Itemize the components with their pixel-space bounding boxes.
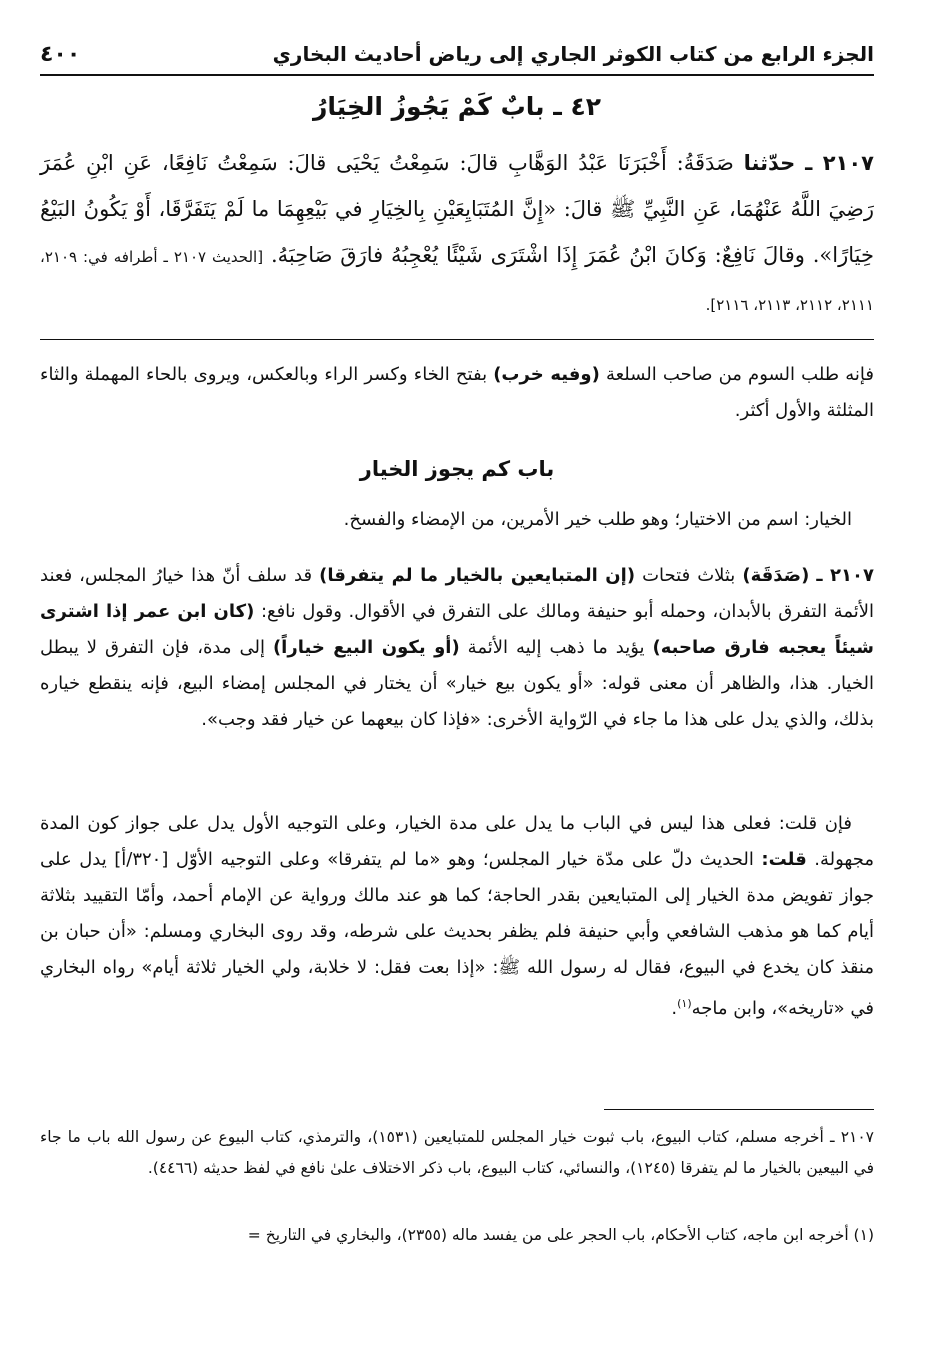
book-title: الجزء الرابع من كتاب الكوثر الجاري إلى رياض أحاديث البخاري bbox=[272, 42, 874, 66]
hadith-body: صَدَقَةُ: أَخْبَرَنَا عَبْدُ الوَهَّابِ قالَ: سَمِعْتُ يَحْيَى قالَ: سَمِعْتُ نَافِعًا، عَنِ ابْنِ عُمَرَ رَضِيَ اللَّهُ عَنْهُمَا، عَنِ النَّبِيِّ ﷺ قالَ: «إِنَّ المُتَبَايِعَيْنِ بِالخِيَارِ في بَيْعِهِمَا ما لَمْ يَتَفَرَّقَا، أَوْ يَكُونُ البَيْعُ خِيَارًا». وقالَ نَافِعٌ: وَكانَ ابْنُ عُمَرَ إِذَا اشْتَرَى شَيْئًا يُعْجِبُهُ فارَقَ صَاحِبَهُ. bbox=[40, 151, 874, 267]
hadith-number: ٢١٠٧ ـ bbox=[805, 151, 874, 175]
commentary-subheading: باب كم يجوز الخيار bbox=[359, 457, 555, 481]
page-number: ٤٠٠ bbox=[40, 41, 81, 67]
hadith-number-ref: ٢١٠٧ ـ bbox=[816, 565, 874, 586]
hadith-text-block bbox=[40, 140, 874, 328]
section-divider bbox=[40, 339, 874, 340]
commentary-paragraph-1 bbox=[40, 502, 874, 538]
quoted-phrase: (صَدَقَة) bbox=[742, 565, 810, 586]
footnote-text: (١) أخرجه ابن ماجه، كتاب الأحكام، باب الحجر على من يفسد ماله (٢٣٥٥)، والبخاري في التاريخ = bbox=[247, 1226, 874, 1244]
quoted-phrase: (كان ابن عمر إذا اشترى شيئاً يعجبه فارق صاحبه) bbox=[40, 601, 874, 658]
commentary-text: إلى مدة، فإن التفرق لا يبطل الخيار. هذا، والظاهر أن معنى قوله: «أو يكون بيع خيار» أن يختار في المجلس إمضاء البيع، فإنه ينقطع خياره بذلك، والذي يدل على هذا ما جاء في الرّواية الأخرى: «فإذا كان بيعهما عن خيار فقد وجب». bbox=[40, 637, 874, 730]
footnote-hadith bbox=[40, 1122, 874, 1184]
quoted-phrase: (وفيه خرب) bbox=[493, 364, 600, 385]
commentary-text: فإن قلت: فعلى هذا ليس في الباب ما يدل على مدة الخيار، وعلى التوجيه الأول يدل على جواز كون المدة مجهولة. bbox=[40, 813, 874, 870]
commentary-text: قد سلف أنّ هذا خيارُ المجلس، فعند الأئمة التفرق بالأبدان، وحمله أبو حنيفة ومالك على التفرق في الأقوال. وقول نافع: bbox=[40, 565, 875, 622]
commentary-text: الحديث دلّ على مدّة خيار المجلس؛ وهو «ما لم يتفرقا» وعلى التوجيه الأوّل [٣٢٠/أ] يدل على جواز تفويض مدة الخيار إلى المتبايعين بقدر الحاجة؛ كما هو عند مالك ورواية عن الإمام أحمد، وأمّا التقييد بثلاثة أيام كما هو مذهب الشافعي وأبي حنيفة فلم يظفر بحديث على شرطه، وقد روى البخاري ومسلم: «أن حبان بن منقذ كان يخدع في البيوع، فقال له رسول الله ﷺ: «إذا بعت فقل: لا خلابة، ولي الخيار ثلاثة أيام» رواه البخاري في «تاريخه»، وابن ماجه bbox=[40, 849, 874, 1019]
commentary-paragraph-3 bbox=[40, 806, 874, 1027]
chapter-title: ٤٢ ـ بابٌ كَمْ يَجُوزُ الخِيَارُ bbox=[312, 92, 602, 121]
commentary-text: . bbox=[671, 998, 678, 1019]
hadith-intro: حدّثنا bbox=[743, 151, 796, 175]
commentary-paragraph-0 bbox=[40, 357, 874, 429]
footnote-marker[interactable]: (١) bbox=[677, 997, 692, 1010]
commentary-text: بثلاث فتحات bbox=[642, 565, 736, 586]
footnote-1 bbox=[40, 1220, 874, 1251]
footnote-text: ٢١٠٧ ـ أخرجه مسلم، كتاب البيوع، باب ثبوت خيار المجلس للمتبايعين (١٥٣١)، والترمذي، كتاب البيوع عن رسول الله باب ما جاء في البيعين بالخيار ما لم يتفرقا (١٢٤٥)، والنسائي، كتاب البيوع، باب ذكر الاختلاف علىٰ نافع في لفظ حديثه (٤٤٦٦). bbox=[40, 1128, 874, 1177]
footnote-divider bbox=[604, 1109, 874, 1110]
running-header bbox=[40, 34, 874, 76]
quoted-phrase: (إن المتبايعين بالخيار ما لم يتفرقا) bbox=[319, 565, 636, 586]
quoted-phrase: (أو يكون البيع خياراً) bbox=[272, 637, 460, 658]
hadith-cross-reference: [الحديث ٢١٠٧ ـ أطرافه في: ٢١٠٩، ٢١١١، ٢١١٢، ٢١١٣، ٢١١٦]. bbox=[40, 248, 874, 314]
commentary-text: يؤيد ما ذهب إليه الأئمة bbox=[467, 637, 645, 658]
commentary-text: فإنه طلب السوم من صاحب السلعة bbox=[605, 364, 874, 385]
commentary-paragraph-2 bbox=[40, 558, 874, 738]
answer-label: قلت: bbox=[761, 849, 807, 870]
commentary-text: الخيار: اسم من الاختيار؛ وهو طلب خير الأمرين، من الإمضاء والفسخ. bbox=[343, 509, 852, 530]
commentary-text: بفتح الخاء وكسر الراء وبالعكس، ويروى بالحاء المهملة والثاء المثلثة والأول أكثر. bbox=[40, 364, 874, 421]
